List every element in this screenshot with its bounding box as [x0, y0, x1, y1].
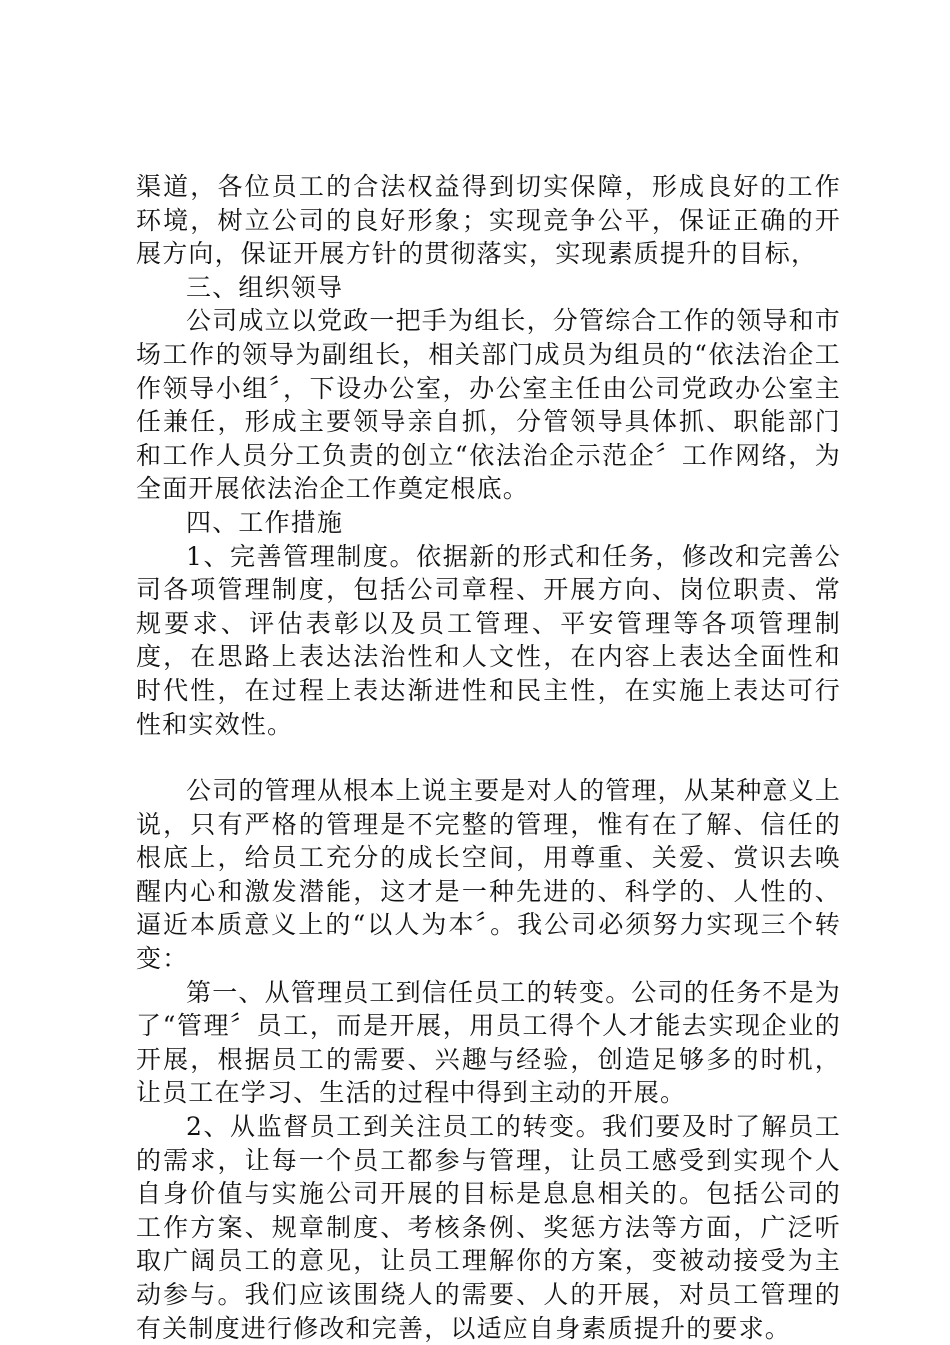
document-body	[136, 170, 841, 1345]
paragraph-transformation-2: 2、从监督员工到关注员工的转变。我们要及时了解员工的需求，让每一个员工都参与管理，让员工感受到实现个人自身价值与实施公司开展的目标是息息相关的。包括公司的工作方案、规章制度、考核条例、奖惩方法等方面，广泛听取广阔员工的意见，让员工理解你的方案，变被动接受为主动参与。我们应该围绕人的需要、人的开展，对员工管理的有关制度进行修改和完善，以适应自身素质提升的要求。	[136, 1112, 841, 1343]
paragraph-people-management: 公司的管理从根本上说主要是对人的管理，从某种意义上说，只有严格的管理是不完整的管理，惟有在了解、信任的根底上，给员工充分的成长空间，用尊重、关爱、赏识去唤醒内心和激发潜能，这才是一种先进的、科学的、人性的、逼近本质意义上的“以人为本〞。我公司必须努力实现三个转变：	[136, 776, 842, 974]
paragraph-organization: 公司成立以党政一把手为组长，分管综合工作的领导和市场工作的领导为副组长，相关部门成员为组员的“依法治企工作领导小组〞，下设办公室，办公室主任由公司党政办公室主任兼任，形成主要领导亲自抓，分管领导具体抓、职能部门和工作人员分工负责的创立“依法治企示范企〞工作网络，为全面开展依法治企工作奠定根底。	[136, 306, 842, 504]
section-heading-measures: 四、工作措施	[186, 507, 344, 537]
paragraph-transformation-1: 第一、从管理员工到信任员工的转变。公司的任务不是为了“管理〞员工，而是开展，用员工得个人才能去实现企业的开展，根据员工的需要、兴趣与经验，创造足够多的时机，让员工在学习、生活的过程中得到主动的开展。	[136, 977, 842, 1108]
section-heading-organization: 三、组织领导	[186, 272, 344, 302]
paragraph-measure-1: 1、完善管理制度。依据新的形式和任务，修改和完善公司各项管理制度，包括公司章程、开展方向、岗位职责、常规要求、评估表彰以及员工管理、平安管理等各项管理制度，在思路上表达法治性和人文性，在内容上表达全面性和时代性，在过程上表达渐进性和民主性，在实施上表达可行性和实效性。	[136, 541, 841, 739]
paragraph-intro-continuation: 渠道，各位员工的合法权益得到切实保障，形成良好的工作环境，树立公司的良好形象；实现竞争公平，保证正确的开展方向，保证开展方针的贯彻落实，实现素质提升的目标，	[136, 172, 841, 269]
